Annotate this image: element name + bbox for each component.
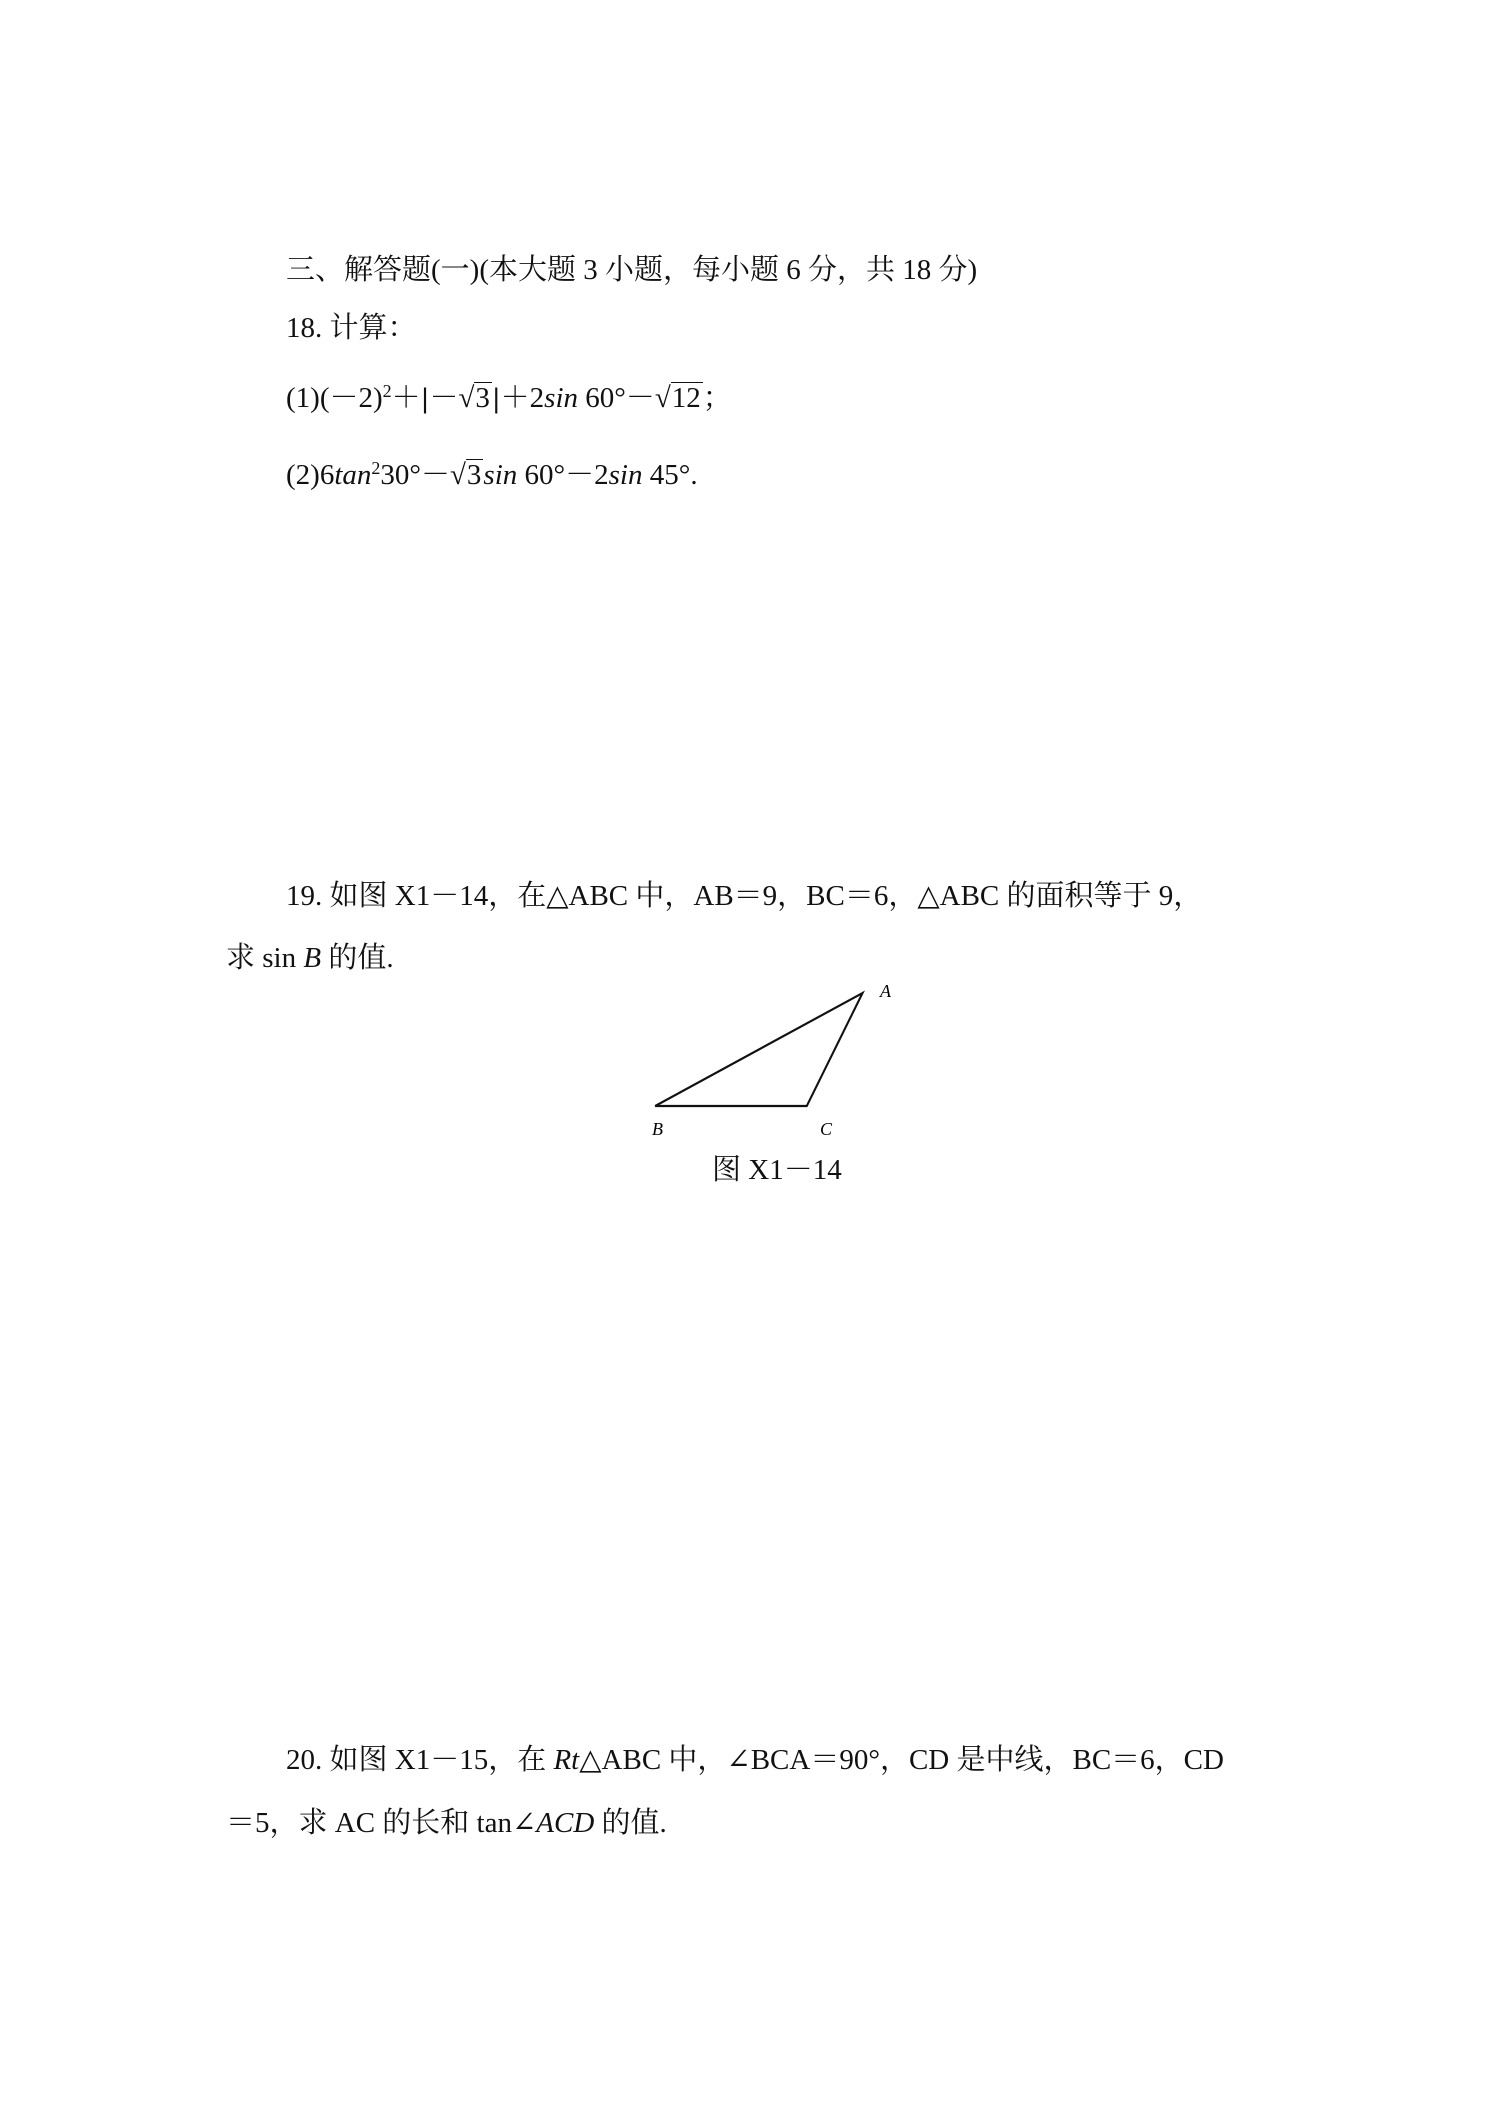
- sqrt-symbol: √3: [458, 382, 490, 414]
- vertex-label-a: A: [880, 981, 891, 1001]
- triangle-abc: [655, 993, 862, 1106]
- question-18-part-1: $(1)(-2)^2+|-√3|+2\sin$ 60°－√12；: [286, 378, 732, 421]
- figure-caption: 图 X1－14: [712, 1154, 842, 1186]
- question-19-line-2: 求 sin B 的值.: [226, 942, 394, 974]
- sqrt-symbol: √12: [654, 382, 701, 414]
- vertex-label-b: B: [652, 1119, 663, 1139]
- vertex-label-c: C: [820, 1119, 833, 1139]
- question-18-part-2: $(2)6\tan^230^\circ-√3\sin$ 60°－2sin 45°.: [286, 455, 698, 498]
- question-20-line-2: ＝5，求 AC 的长和 tan∠ACD 的值.: [226, 1807, 667, 1839]
- sqrt-symbol: √3: [450, 459, 482, 491]
- question-19-line-1: 19. 如图 X1－14，在△ABC 中，AB＝9，BC＝6，△ABC 的面积等于 9，: [286, 880, 1203, 912]
- question-20-line-1: 20. 如图 X1－15，在 Rt△ABC 中，∠BCA＝90°，CD 是中线，BC＝6，CD: [286, 1744, 1224, 1776]
- section-heading: 三、解答题(一)(本大题 3 小题，每小题 6 分，共 18 分): [286, 254, 978, 286]
- question-18-stem: 18. 计算：: [286, 312, 417, 344]
- triangle-figure: [650, 975, 891, 1145]
